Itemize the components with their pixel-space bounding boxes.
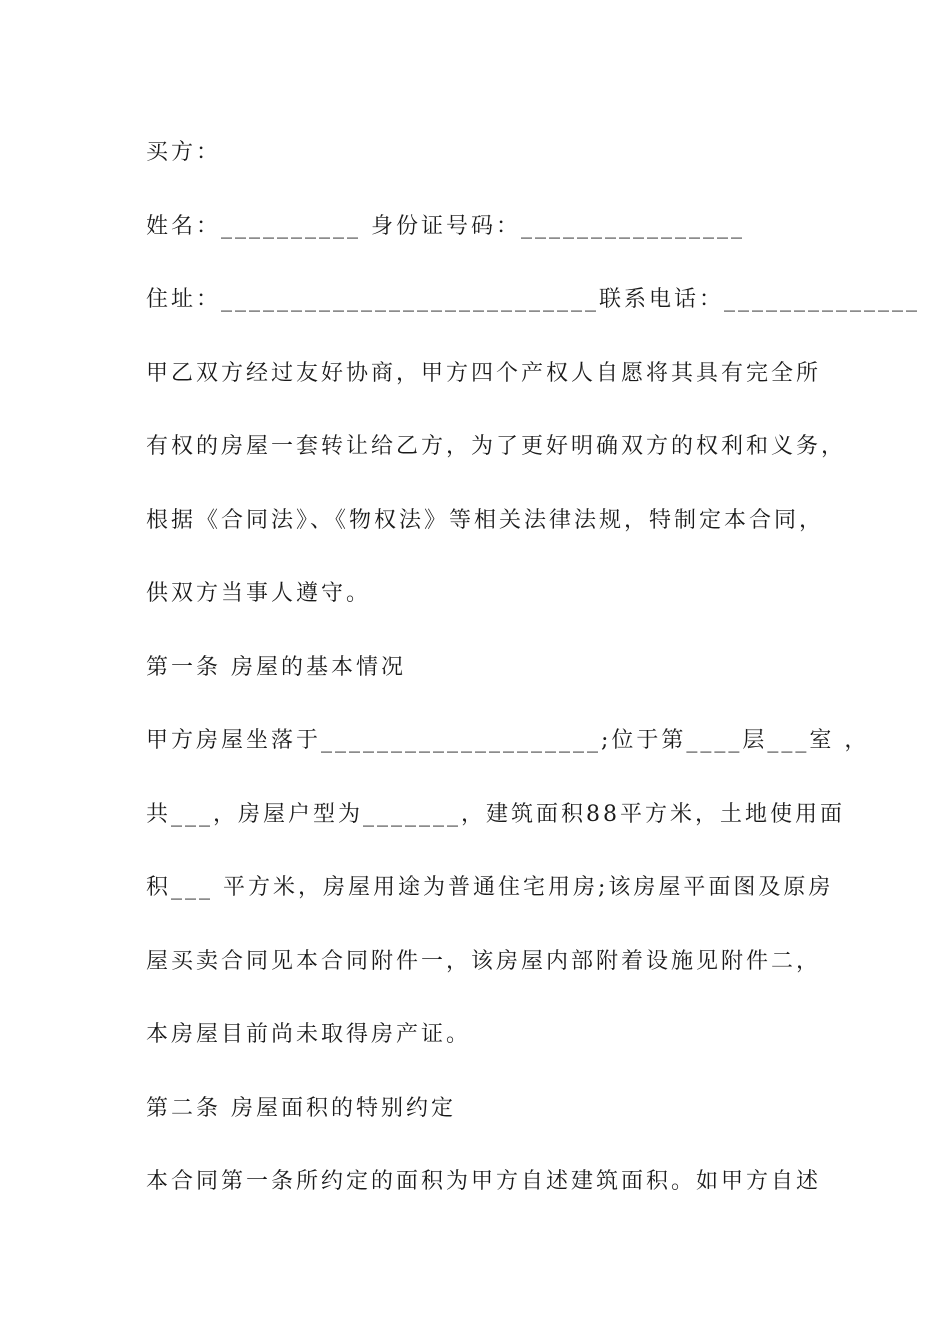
article-1-heading: 第一条 房屋的基本情况 [146,655,406,680]
article-2-line-1: 本合同第一条所约定的面积为甲方自述建筑面积。如甲方自述 [146,1169,822,1194]
article-1-line-5: 本房屋目前尚未取得房产证。 [146,1022,472,1047]
article-2-heading: 第二条 房屋面积的特别约定 [146,1096,456,1121]
article-1-line-3: 积___ 平方米，房屋用途为普通住宅用房;该房屋平面图及原房 [146,875,834,900]
preamble-line-1: 甲乙双方经过友好协商，甲方四个产权人自愿将其具有完全所 [146,361,822,386]
preamble-line-3: 根据《合同法》、《物权法》等相关法律法规，特制定本合同， [146,508,825,533]
buyer-address-phone-line: 住址：___________________________联系电话：______________ [146,287,921,312]
article-1-line-1: 甲方房屋坐落于____________________;位于第____层___室 ， [146,728,870,753]
preamble-line-2: 有权的房屋一套转让给乙方，为了更好明确双方的权利和义务， [146,434,847,459]
buyer-name-id-line: 姓名：__________ 身份证号码：________________ [146,214,745,239]
article-1-line-2: 共___，房屋户型为_______，建筑面积88平方米，土地使用面 [146,802,845,827]
article-1-line-4: 屋买卖合同见本合同附件一，该房屋内部附着设施见附件二， [146,949,822,974]
preamble-line-4: 供双方当事人遵守。 [146,581,372,606]
buyer-heading: 买方： [146,140,222,165]
